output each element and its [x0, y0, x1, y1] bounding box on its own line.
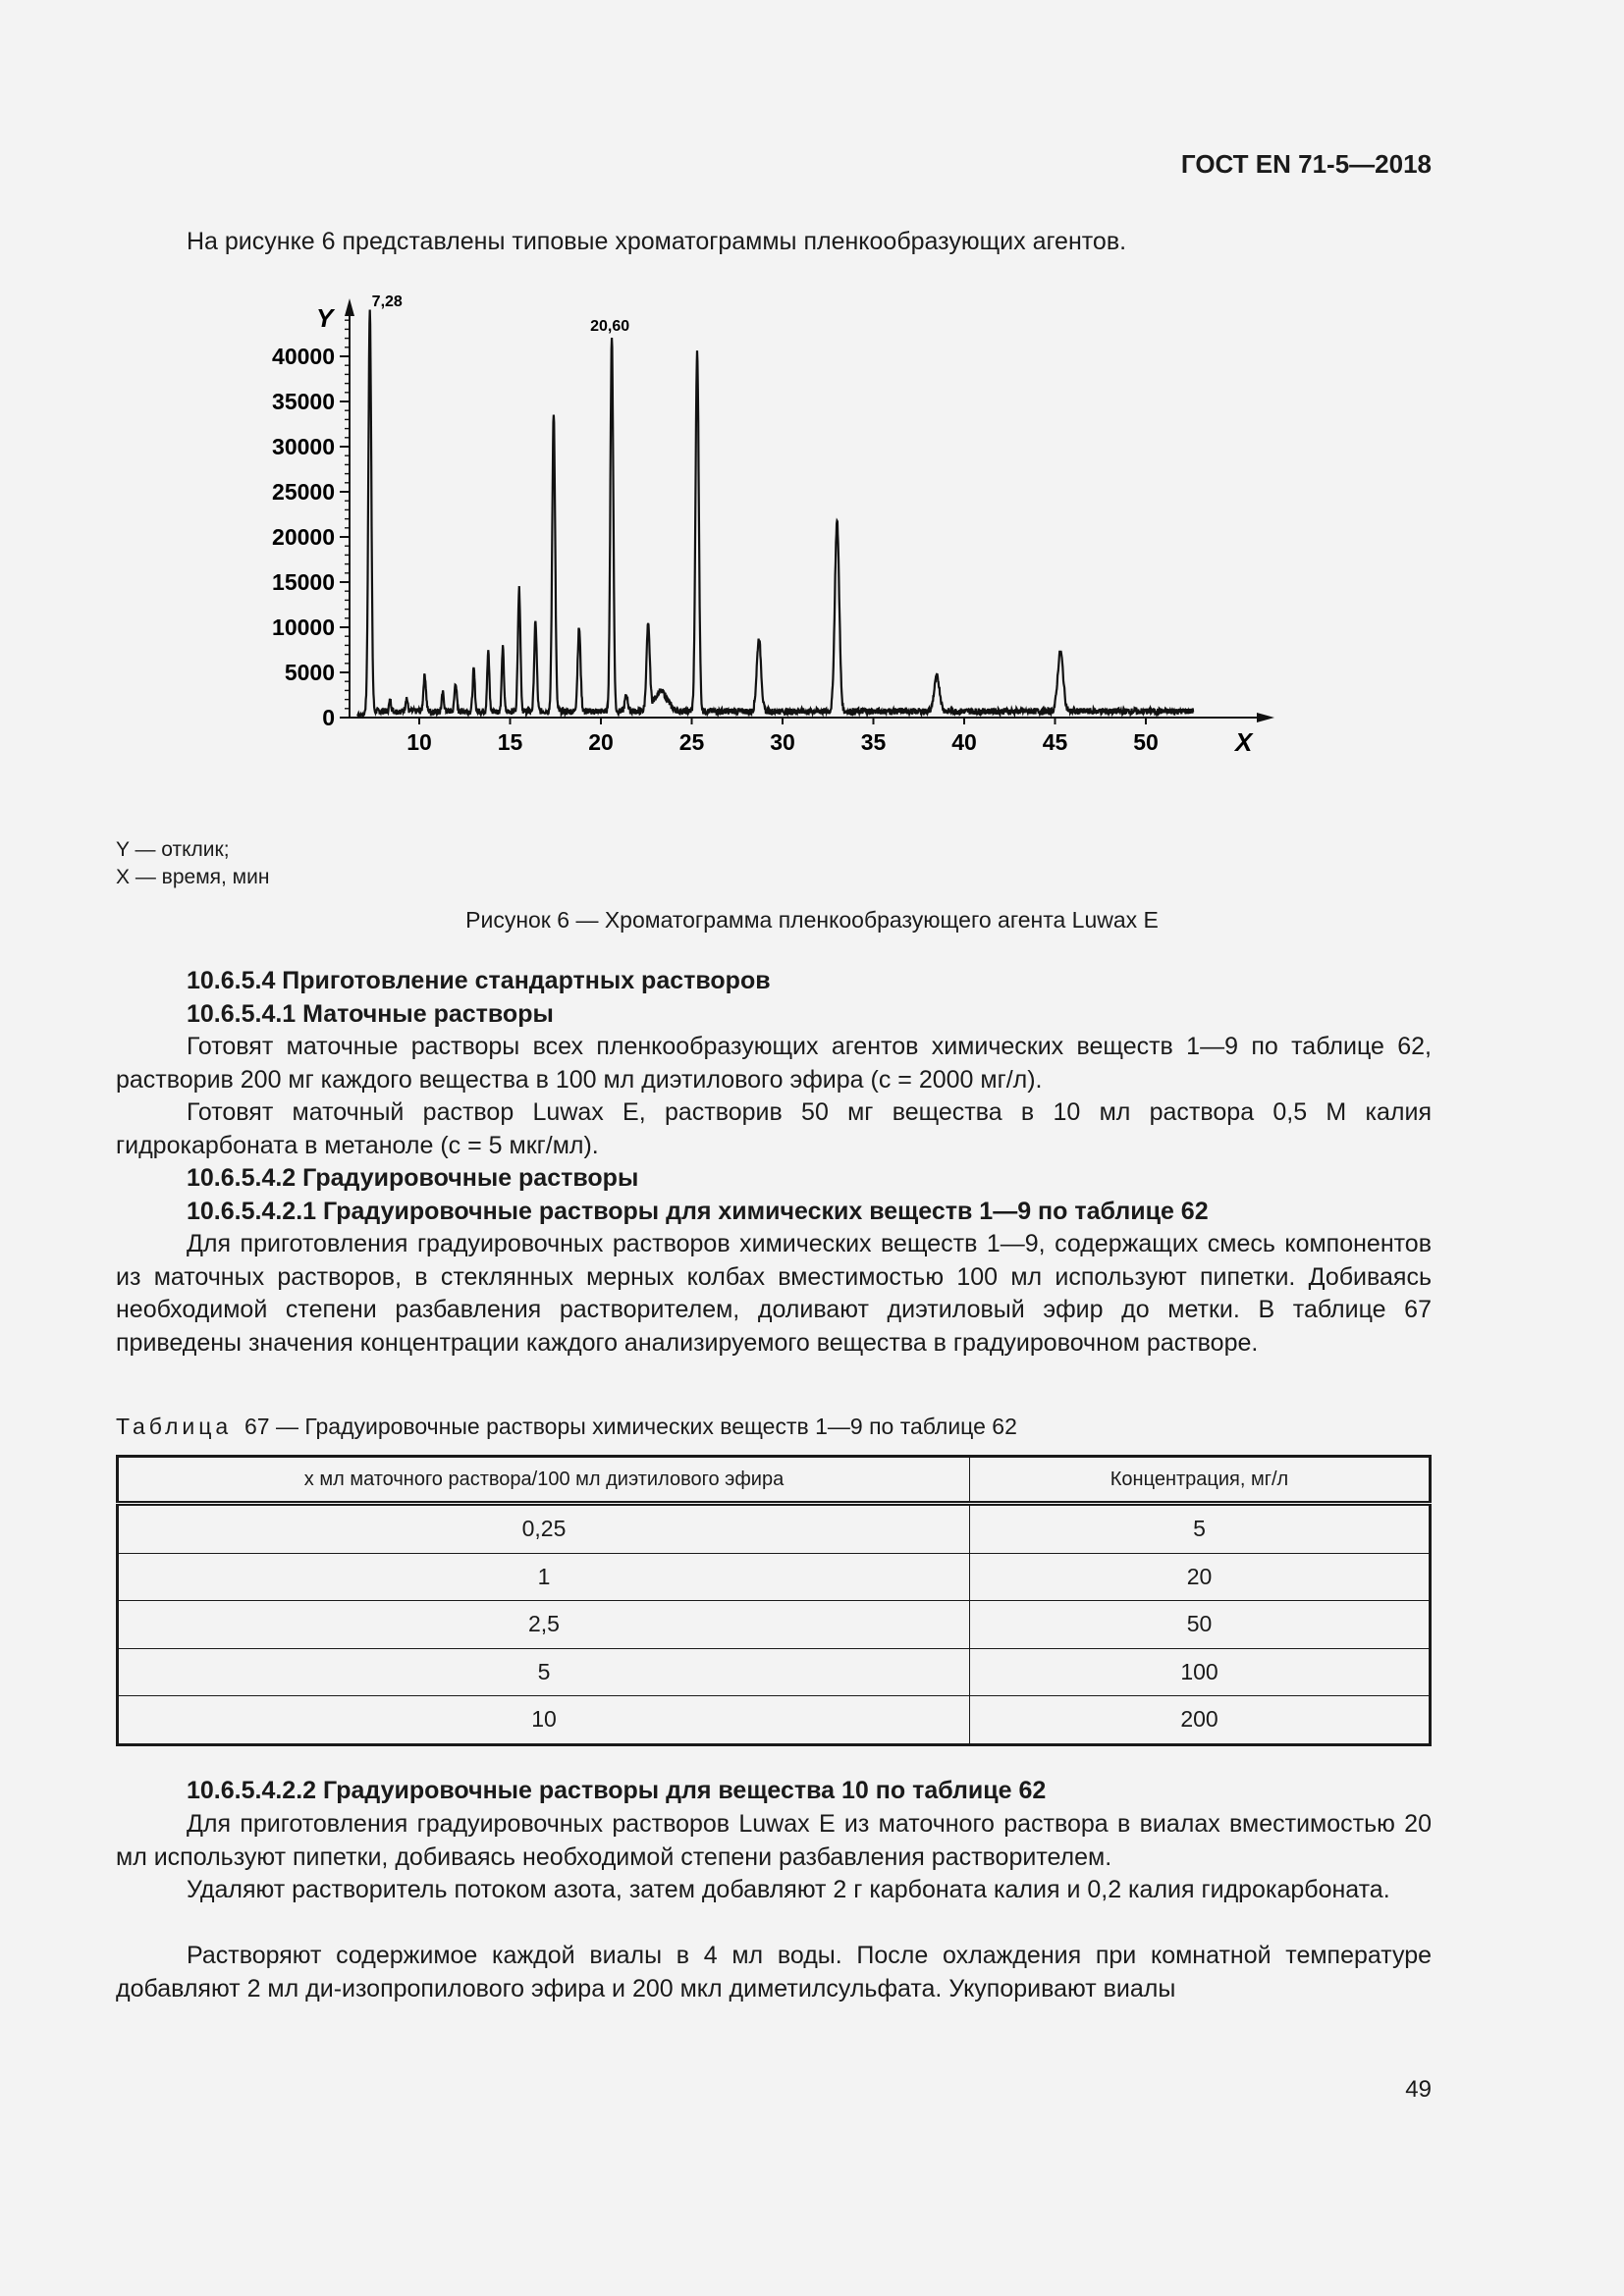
- heading-10-6-5-4-2-1: 10.6.5.4.2.1 Градуировочные растворы для химических веществ 1—9 по таблице 62: [187, 1198, 1209, 1225]
- chart-legend: [116, 836, 269, 891]
- y-tick-label: 0: [322, 705, 335, 730]
- y-tick-label: 40000: [272, 344, 335, 369]
- table-caption-text: 67 — Градуировочные растворы химических веществ 1—9 по таблице 62: [244, 1414, 1017, 1439]
- x-tick-label: 20: [588, 729, 614, 755]
- table-header-col1: x мл маточного раствора/100 мл диэтилового эфира: [118, 1457, 970, 1504]
- peak-label: 20,60: [590, 317, 630, 335]
- heading-10-6-5-4-2: 10.6.5.4.2 Градуировочные растворы: [187, 1164, 639, 1192]
- table-cell: 2,5: [118, 1601, 970, 1649]
- chart-axes: [316, 298, 1274, 757]
- x-axis-arrow: [1257, 713, 1274, 722]
- x-axis-label: X: [1235, 727, 1253, 757]
- table-cell: 10: [118, 1696, 970, 1745]
- paragraph-solvent-removal: Удаляют растворитель потоком азота, затем добавляют 2 г карбоната калия и 0,2 калия гидрокарбоната.: [187, 1876, 1390, 1903]
- table-cell: 5: [970, 1504, 1431, 1554]
- x-tick-label: 35: [860, 729, 887, 755]
- peak-label: 7,28: [371, 294, 403, 310]
- paragraph-luwax-stock: Готовят маточный раствор Luwax E, растворив 50 мг вещества в 10 мл раствора 0,5 М калия гидрокарбоната в метаноле (c = 5 мкг/мл).: [116, 1098, 1432, 1159]
- paragraph-stock-solutions: Готовят маточные растворы всех пленкообразующих агентов химических веществ 1—9 по таблице 62, растворив 200 мг каждого вещества в 100 мл диэтилового эфира (c = 2000 мг/л).: [116, 1033, 1432, 1094]
- table-cell: 20: [970, 1553, 1431, 1601]
- y-tick-label: 15000: [272, 569, 335, 595]
- heading-10-6-5-4-1: 10.6.5.4.1 Маточные растворы: [187, 1000, 554, 1028]
- table-header-col2: Концентрация, мг/л: [970, 1457, 1431, 1504]
- legend-y: Y — отклик;: [116, 838, 230, 861]
- x-ticks: [406, 718, 1159, 755]
- calibration-table: [116, 1455, 1432, 1746]
- intro-paragraph: На рисунке 6 представлены типовые хроматограммы пленкообразующих агентов.: [187, 228, 1127, 255]
- page-number: 49: [1405, 2076, 1432, 2103]
- table-row: [118, 1504, 1431, 1554]
- y-tick-label: 35000: [272, 389, 335, 414]
- table-row: [118, 1696, 1431, 1745]
- y-tick-label: 5000: [284, 660, 335, 685]
- x-tick-label: 15: [497, 729, 523, 755]
- table-cell: 200: [970, 1696, 1431, 1745]
- x-tick-label: 45: [1042, 729, 1068, 755]
- y-axis-label: Y: [316, 303, 334, 333]
- document-code: ГОСТ EN 71-5—2018: [1180, 149, 1432, 179]
- table-header-row: [118, 1457, 1431, 1504]
- table-cell: 1: [118, 1553, 970, 1601]
- y-ticks: [272, 320, 350, 730]
- table-cell: 5: [118, 1648, 970, 1696]
- table-caption-word: Таблица: [116, 1414, 233, 1439]
- y-axis-arrow: [345, 298, 354, 316]
- table-row: [118, 1648, 1431, 1696]
- y-tick-label: 20000: [272, 524, 335, 550]
- table-cell: 100: [970, 1648, 1431, 1696]
- peak-annotations: [372, 294, 630, 335]
- figure-caption: Рисунок 6 — Хроматограмма пленкообразующего агента Luwax E: [465, 907, 1159, 933]
- paragraph-luwax-calibration: Для приготовления градуировочных растворов Luwax E из маточного раствора в виалах вместимостью 20 мл используют пипетки, добиваясь необходимой степени разбавления растворителем.: [116, 1810, 1432, 1871]
- heading-10-6-5-4: 10.6.5.4 Приготовление стандартных растворов: [187, 967, 771, 994]
- y-tick-label: 30000: [272, 434, 335, 459]
- table-row: [118, 1553, 1431, 1601]
- chromatogram-chart: [0, 285, 1624, 775]
- x-tick-label: 40: [951, 729, 977, 755]
- x-tick-label: 10: [406, 729, 432, 755]
- paragraph-dissolve: Растворяют содержимое каждой виалы в 4 мл воды. После охлаждения при комнатной температуре добавляют 2 мл ди-изопропилового эфира и 200 мкл диметилсульфата. Укупоривают виалы: [116, 1942, 1432, 2002]
- chromatogram-trace: [357, 310, 1193, 717]
- paragraph-calibration: Для приготовления градуировочных растворов химических веществ 1—9, содержащих смесь компонентов из маточных растворов, в стеклянных мерных колбах вместимостью 100 мл используют пипетки. Добиваясь необходимой степени разбавления растворителем, доливают диэтиловый эфир до метки. В таблице 67 приведены значения концентрации каждого анализируемого вещества в градуировочном растворе.: [116, 1230, 1432, 1357]
- x-tick-label: 50: [1133, 729, 1159, 755]
- table-row: [118, 1601, 1431, 1649]
- y-tick-label: 10000: [272, 614, 335, 640]
- table-caption: [116, 1414, 1017, 1440]
- x-tick-label: 25: [678, 729, 705, 755]
- x-tick-label: 30: [770, 729, 795, 755]
- y-tick-label: 25000: [272, 479, 335, 505]
- heading-10-6-5-4-2-2: 10.6.5.4.2.2 Градуировочные растворы для вещества 10 по таблице 62: [187, 1777, 1047, 1804]
- table-cell: 50: [970, 1601, 1431, 1649]
- table-cell: 0,25: [118, 1504, 970, 1554]
- legend-x: X — время, мин: [116, 866, 270, 888]
